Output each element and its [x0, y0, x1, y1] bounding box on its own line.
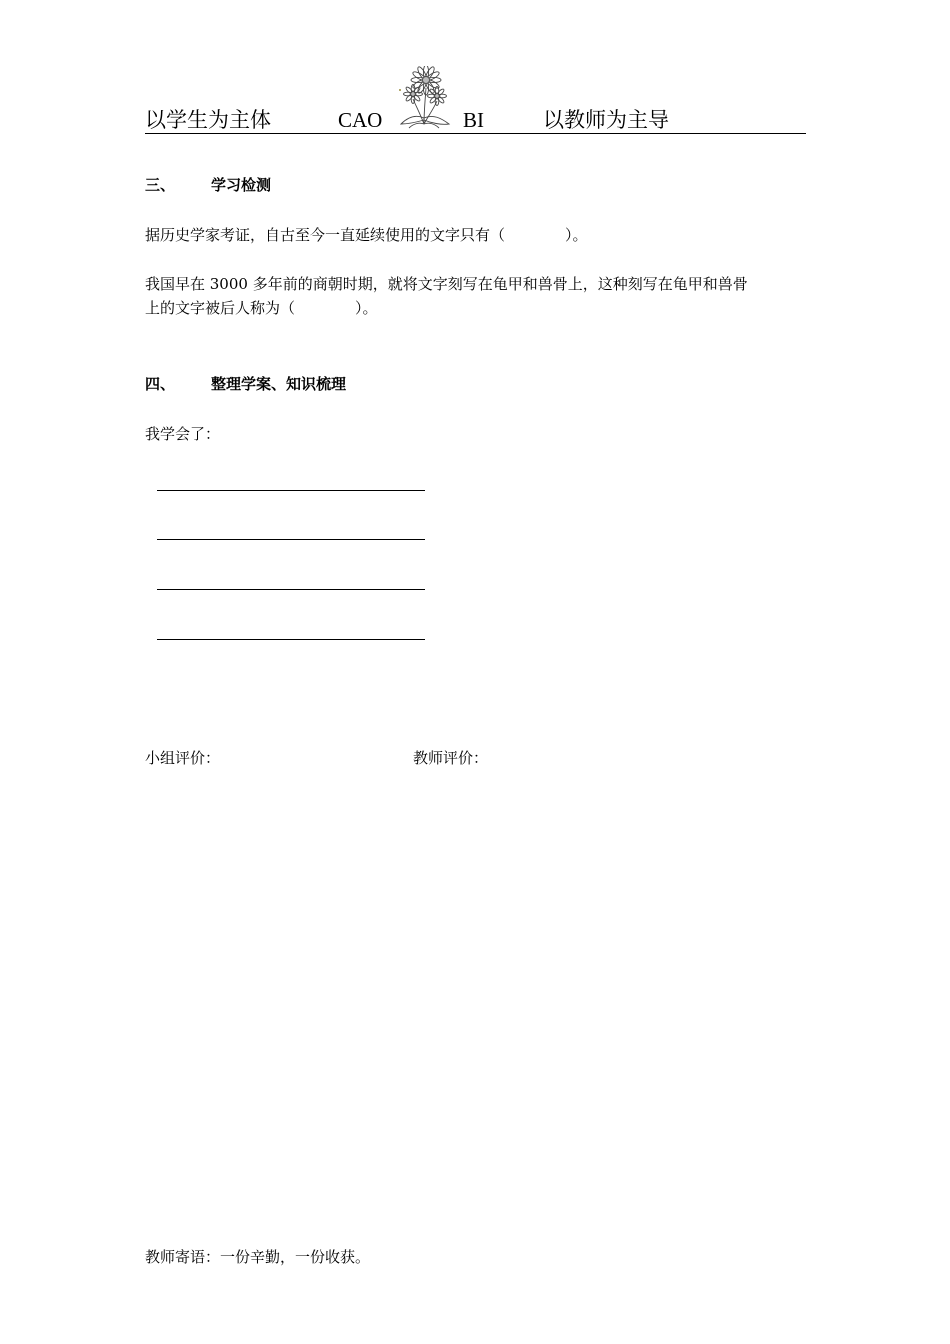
section-3-title: 学习检测	[211, 176, 272, 194]
group-evaluation-label: 小组评价：	[145, 749, 221, 767]
header-right-motto: 以教师为主导	[543, 108, 669, 132]
section-4-number: 四、	[145, 375, 176, 393]
section-3-heading	[145, 175, 445, 195]
writing-line-2[interactable]	[157, 539, 425, 540]
header-left-motto: 以学生为主体	[145, 108, 271, 132]
question-2-close: ）。	[355, 299, 378, 317]
daisy-flower-icon	[393, 66, 455, 130]
teacher-evaluation-label: 教师评价：	[413, 749, 489, 767]
section-4-title: 整理学案、知识梳理	[211, 375, 347, 393]
question-1-text: 据历史学家考证，自古至今一直延续使用的文字只有（	[145, 226, 506, 244]
question-1	[145, 223, 588, 247]
learned-label: 我学会了：	[145, 425, 221, 443]
writing-line-3[interactable]	[157, 589, 425, 590]
header-cao-text: CAO	[338, 108, 383, 132]
section-4-heading	[145, 374, 465, 394]
writing-line-1[interactable]	[157, 490, 425, 491]
header-bi-text: BI	[463, 108, 484, 132]
question-2-line-1: 我国早在 3000 多年前的商朝时期，就将文字刻写在龟甲和兽骨上，这种刻写在龟甲和兽骨	[145, 275, 748, 293]
question-2-text: 上的文字被后人称为（	[145, 299, 296, 317]
section-3-number: 三、	[145, 176, 176, 194]
teacher-message: 教师寄语：一份辛勤，一份收获。	[145, 1248, 371, 1266]
writing-line-4[interactable]	[157, 639, 425, 640]
question-2-line-2	[145, 296, 378, 320]
question-1-close: ）。	[565, 226, 588, 244]
header-rule	[145, 133, 806, 134]
